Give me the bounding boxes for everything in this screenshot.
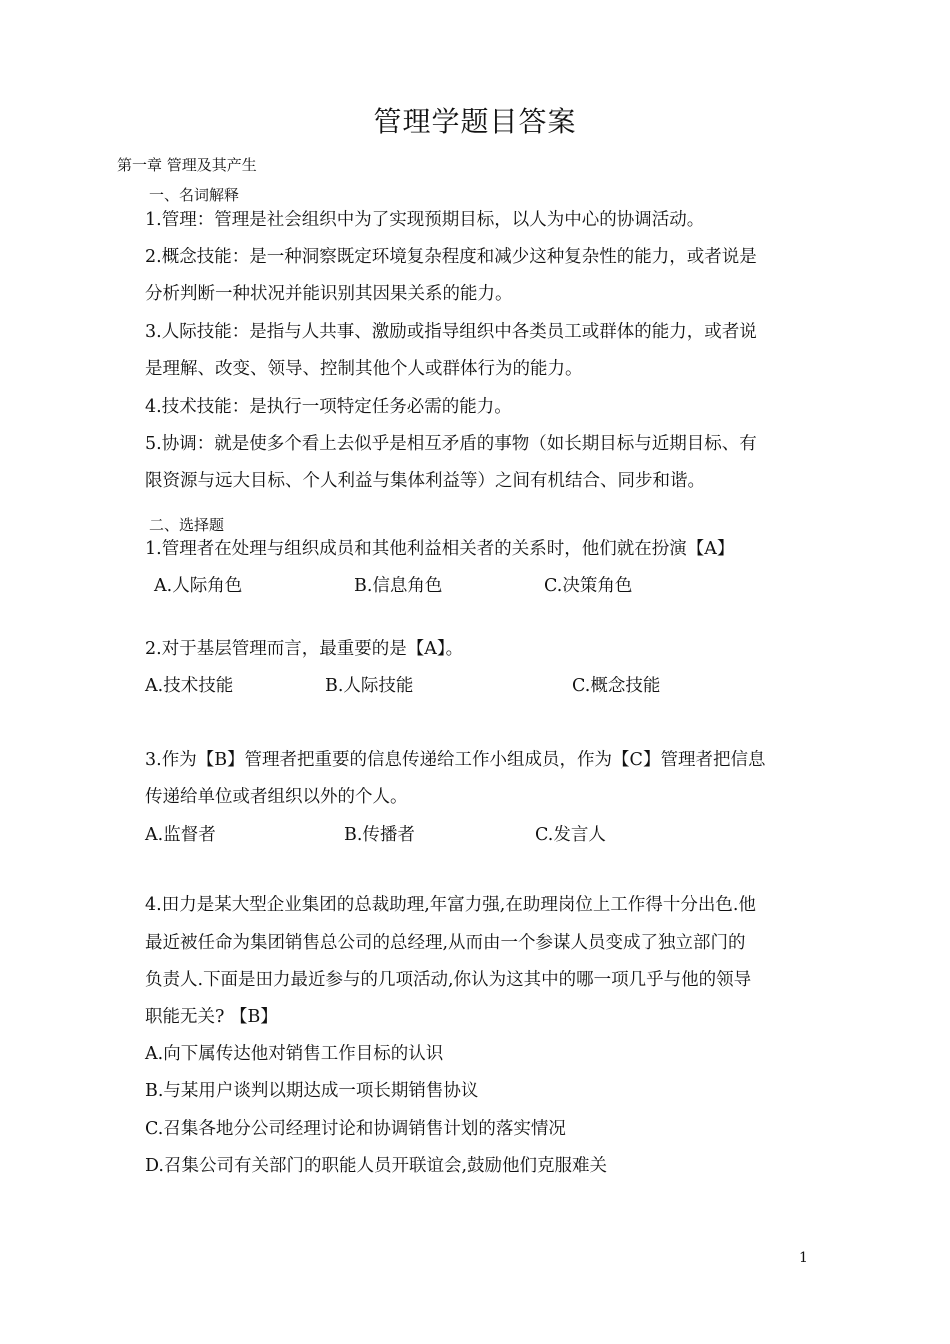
definition-line: 限资源与远大目标、个人利益与集体利益等）之间有机结合、同步和谐。 (145, 471, 705, 491)
question-4-line: 职能无关? 【B】 (145, 1007, 278, 1027)
question-3-line: 3.作为【B】管理者把重要的信息传递给工作小组成员，作为【C】管理者把信息 (145, 750, 766, 770)
document-title: 管理学题目答案 (373, 105, 577, 138)
q4-option-a: A.向下属传达他对销售工作目标的认识 (145, 1044, 444, 1064)
question-2: 2.对于基层管理而言，最重要的是【A】。 (145, 639, 464, 659)
q2-option-b: B.人际技能 (325, 676, 414, 696)
question-4-line: 最近被任命为集团销售总公司的总经理,从而由一个参谋人员变成了独立部门的 (145, 933, 746, 953)
definition-line: 3.人际技能：是指与人共事、激励或指导组织中各类员工或群体的能力，或者说 (145, 322, 757, 342)
question-4-line: 4.田力是某大型企业集团的总裁助理,年富力强,在助理岗位上工作得十分出色.他 (145, 895, 756, 915)
section-heading-definitions: 一、名词解释 (149, 186, 240, 204)
definition-line: 2.概念技能：是一种洞察既定环境复杂程度和减少这种复杂性的能力，或者说是 (145, 247, 757, 267)
question-3-line: 传递给单位或者组织以外的个人。 (145, 787, 408, 807)
question-1: 1.管理者在处理与组织成员和其他利益相关者的关系时，他们就在扮演【A】 (145, 539, 735, 559)
q1-option-a: A.人际角色 (154, 576, 243, 596)
q4-option-c: C.召集各地分公司经理讨论和协调销售计划的落实情况 (145, 1119, 566, 1139)
definition-line: 是理解、改变、领导、控制其他个人或群体行为的能力。 (145, 359, 583, 379)
definition-line: 1.管理：管理是社会组织中为了实现预期目标，以人为中心的协调活动。 (145, 210, 705, 230)
page-number: 1 (799, 1250, 808, 1266)
section-heading-choices: 二、选择题 (149, 516, 225, 534)
q1-option-b: B.信息角色 (354, 576, 443, 596)
q3-option-a: A.监督者 (145, 825, 216, 845)
q4-option-d: D.召集公司有关部门的职能人员开联谊会,鼓励他们克服难关 (145, 1156, 608, 1176)
definition-line: 5.协调：就是使多个看上去似乎是相互矛盾的事物（如长期目标与近期目标、有 (145, 434, 757, 454)
q2-option-a: A.技术技能 (145, 676, 234, 696)
q4-option-b: B.与某用户谈判以期达成一项长期销售协议 (145, 1081, 479, 1101)
question-4-line: 负责人.下面是田力最近参与的几项活动,你认为这其中的哪一项几乎与他的领导 (145, 970, 752, 990)
q1-option-c: C.决策角色 (544, 576, 633, 596)
q3-option-c: C.发言人 (535, 825, 606, 845)
definition-line: 4.技术技能：是执行一项特定任务必需的能力。 (145, 397, 512, 417)
q3-option-b: B.传播者 (344, 825, 415, 845)
q2-option-c: C.概念技能 (572, 676, 661, 696)
chapter-heading: 第一章 管理及其产生 (117, 156, 257, 174)
definition-line: 分析判断一种状况并能识别其因果关系的能力。 (145, 284, 513, 304)
